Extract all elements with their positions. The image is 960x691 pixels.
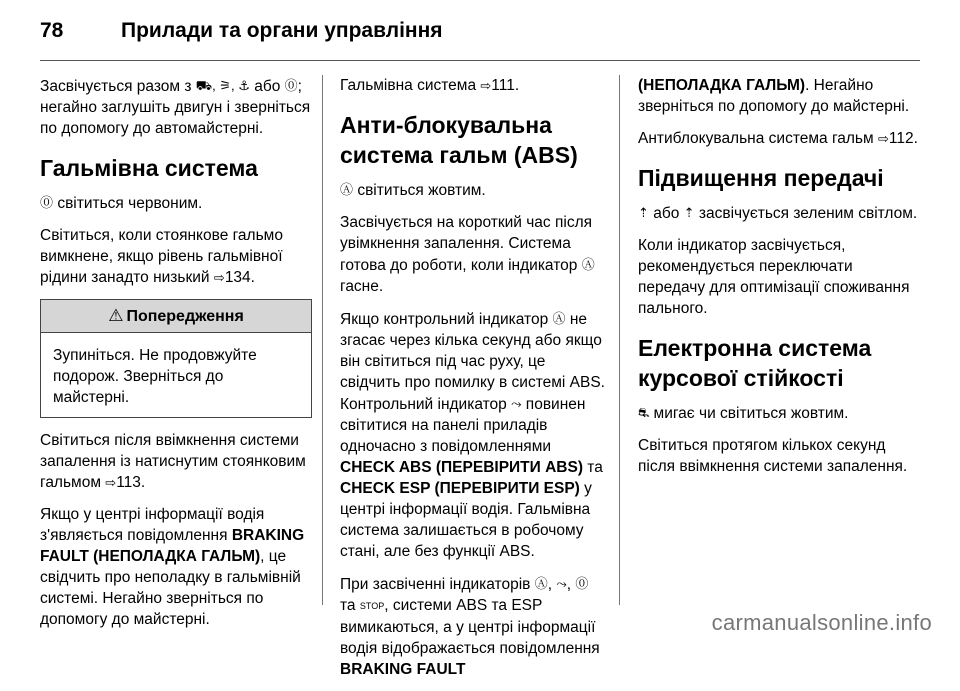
section-heading-shift: Підвищення передачі bbox=[638, 165, 884, 191]
abs-icon: Ⓐ bbox=[534, 576, 548, 591]
abs-icon: Ⓐ bbox=[552, 311, 566, 326]
brake-warning-icon: ⓪ bbox=[575, 576, 589, 591]
page-reference[interactable]: ⇨ 112. bbox=[878, 130, 918, 147]
paragraph: Гальмівна система ⇨ 111. bbox=[340, 75, 608, 96]
brake-warning-icon: ⓪ bbox=[40, 195, 54, 210]
paragraph: ⇡ або ⇡ засвічується зеленим світлом. bbox=[638, 202, 920, 224]
paragraph: Світиться після ввімкнення системи запалення із натиснутим стоянковим гальмом ⇨ 113. bbox=[40, 430, 312, 493]
paragraph: ⛐ мигає чи світиться жовтим. bbox=[638, 402, 920, 424]
section-heading-abs: Анти-блокувальна система гальм (ABS) bbox=[340, 112, 578, 168]
page-reference[interactable]: ⇨ 134. bbox=[214, 269, 255, 286]
warning-triangle-icon: ⚠ bbox=[108, 306, 124, 325]
paragraph: При засвіченні індикаторів Ⓐ, ⤳, ⓪ та STOP, системи ABS та ESP вимикаються, а у центрі інформації водія відображається повідомлення BRAKING FAULT bbox=[340, 573, 608, 680]
paragraph: Світиться протягом кількох секунд після ввімкнення системи запалення. bbox=[638, 437, 908, 475]
watermark: carmanualsonline.info bbox=[711, 610, 932, 635]
warning-text: Зупиніться. Не продовжуйте подорож. Зверніться до майстерні. bbox=[53, 347, 257, 406]
paragraph: Коли індикатор засвічується, рекомендується переключати передачу для оптимізації споживання пального. bbox=[638, 237, 910, 317]
column-middle bbox=[340, 75, 608, 691]
column-divider bbox=[322, 75, 323, 605]
shift-up-icon: ⇡ bbox=[683, 205, 695, 220]
paragraph: Ⓐ світиться жовтим. bbox=[340, 179, 608, 201]
paragraph: (НЕПОЛАДКА ГАЛЬМ). Негайно зверніться по допомогу до майстерні. bbox=[638, 77, 910, 115]
abs-icon: Ⓐ bbox=[581, 257, 595, 272]
paragraph: Антиблокувальна система гальм ⇨ 112. bbox=[638, 128, 920, 149]
section-heading-brake: Гальмівна система bbox=[40, 155, 258, 181]
paragraph: Світиться, коли стоянкове гальмо вимкнене, якщо рівень гальмівної рідини занадто низький ⇨ 134. bbox=[40, 225, 312, 288]
stop-icon: STOP bbox=[359, 601, 385, 611]
paragraph: Засвічується разом з ⛟, ⚞, ⚓ або ⓪; негайно заглушіть двигун і зверніться по допомогу до автомайстерні. bbox=[40, 75, 312, 139]
header-title: Прилади та органи управління bbox=[121, 19, 443, 42]
column-divider bbox=[619, 75, 620, 605]
warning-indicator-icons: ⛟, ⚞, ⚓ bbox=[195, 78, 250, 93]
esc-skid-icon: ⛐ bbox=[638, 405, 650, 420]
column-left bbox=[40, 75, 312, 641]
esp-icon: ⤳ bbox=[511, 396, 522, 411]
page-reference[interactable]: ⇨ 111. bbox=[480, 77, 519, 94]
esp-icon: ⤳ bbox=[556, 576, 567, 591]
page-number: 78 bbox=[40, 19, 64, 42]
page-header bbox=[40, 16, 920, 61]
column-right bbox=[638, 75, 920, 488]
paragraph: Засвічується на короткий час після увімкнення запалення. Система готова до роботи, коли індикатор Ⓐ гасне. bbox=[340, 214, 595, 295]
section-heading-esc: Електронна система курсової стійкості bbox=[638, 335, 872, 391]
shift-up-icon: ⇡ bbox=[638, 205, 649, 220]
paragraph: ⓪ світиться червоним. bbox=[40, 192, 312, 214]
brake-warning-icon: ⓪ bbox=[284, 78, 298, 93]
paragraph: Якщо у центрі інформації водія з'являється повідомлення BRAKING FAULT (НЕПОЛАДКА ГАЛЬМ), це свідчить про неполадку в гальмівній системі. Негайно зверніться по допомогу до майстерні. bbox=[40, 506, 305, 628]
paragraph: Якщо контрольний індикатор Ⓐ не згасає через кілька секунд або якщо він світиться під час руху, це свідчить про помилку в системі ABS. Контрольний індикатор ⤳ повинен світитися на панелі приладів одночасно з повідомленнями CHECK ABS (ПЕРЕВІРИТИ ABS) та CHECK ESP (ПЕРЕВІРИТИ ESP) у центрі інформації водія. Гальмівна система залишається в робочому стані, але без функції ABS. bbox=[340, 308, 608, 562]
page-reference[interactable]: ⇨ 113. bbox=[105, 474, 145, 491]
abs-icon: Ⓐ bbox=[340, 182, 354, 197]
warning-header: ⚠ Попередження bbox=[41, 300, 311, 333]
warning-box bbox=[40, 299, 312, 418]
